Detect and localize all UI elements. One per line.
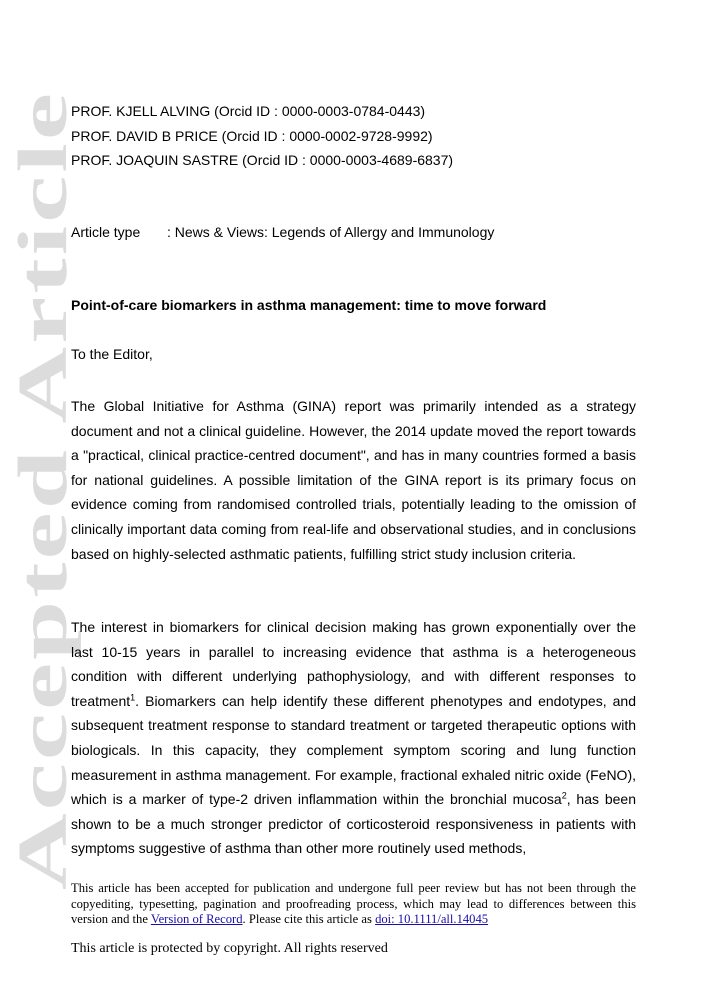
paragraph-text: , has been shown to be a much stronger predictor of corticosteroid responsiveness in patients with symptoms suggestive of asthma than other more routinely used methods, [71, 791, 636, 857]
article-type [71, 224, 494, 240]
notice-text: This article has been accepted for publication and undergone full peer review but has not been through the copyediting, typesetting, pagination and proofreading process, which may lead to differences between this version and the [71, 881, 636, 927]
salutation: To the Editor, [71, 346, 153, 362]
body-paragraph-1: The Global Initiative for Asthma (GINA) report was primarily intended as a strategy document and not a clinical guideline. However, the 2014 update moved the report towards a "practical, clinical practice-centred document", and has in many countries formed a basis for national guidelines. A possible limitation of the GINA report is its primary focus on evidence coming from randomised controlled trials, potentially leading to the omission of clinically important data coming from real-life and observational studies, and in conclusions based on highly-selected asthmatic patients, fulfilling strict study inclusion criteria. [71, 398, 636, 562]
article-title: Point-of-care biomarkers in asthma management: time to move forward [71, 297, 547, 313]
body-paragraph-2 [71, 615, 636, 861]
notice-text: . Please cite this article as [242, 912, 376, 927]
paragraph-text: . Biomarkers can help identify these different phenotypes and endotypes, and subsequent treatment response to standard treatment or targeted therapeutic options with biologicals. In this capacity, they complement symptom scoring and lung function measurement in asthma management. For example, fractional exhaled nitric oxide (FeNO), which is a marker of type-2 driven inflammation within the bronchial mucosa [71, 692, 636, 808]
reference-superscript[interactable]: 1 [130, 692, 136, 703]
article-type-label: Article type [71, 224, 141, 240]
acceptance-notice [71, 881, 636, 928]
watermark-text: Accepted Article [5, 362, 82, 890]
author-list [71, 99, 453, 173]
author-line: PROF. KJELL ALVING (Orcid ID : 0000-0003-0784-0443) [71, 103, 426, 119]
author-line: PROF. JOAQUIN SASTRE (Orcid ID : 0000-0003-4689-6837) [71, 152, 454, 168]
version-of-record-link[interactable]: Version of Record [150, 912, 243, 927]
reference-superscript[interactable]: 2 [561, 790, 567, 801]
doi-link[interactable]: doi: 10.1111/all.14045 [375, 912, 489, 927]
copyright-notice: This article is protected by copyright. All rights reserved [71, 941, 388, 956]
paragraph-text: The interest in biomarkers for clinical decision making has grown exponentially over the last 10-15 years in parallel to increasing evidence that asthma is a heterogeneous condition with different underlying pathophysiology, and with different responses to treatment [71, 619, 636, 709]
author-line: PROF. DAVID B PRICE (Orcid ID : 0000-0002-9728-9992) [71, 127, 433, 144]
article-type-value: : News & Views: Legends of Allergy and Immunology [167, 224, 495, 240]
